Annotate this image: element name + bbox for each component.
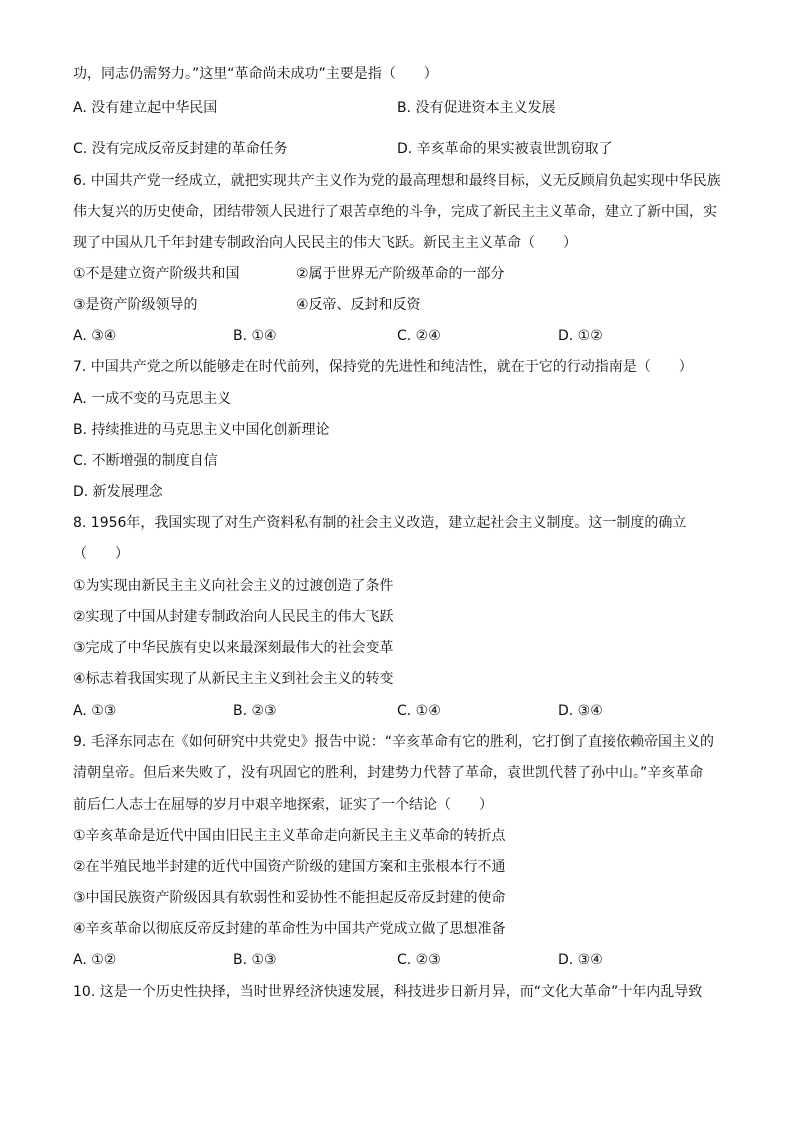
q9-stem-line-2: 清朝皇帝。但后来失败了，没有巩固它的胜利，封建势力代替了革命，袁世凯代替了孙中山。”辛亥革命 xyxy=(73,765,704,781)
q5-option-a: A. 没有建立起中华民国 xyxy=(73,100,218,116)
q5-option-b: B. 没有促进资本主义发展 xyxy=(397,100,556,116)
q8-option-b: B. ②③ xyxy=(233,703,277,719)
q5-stem-continuation: 功，同志仍需努力。”这里“革命尚未成功”主要是指（ ） xyxy=(73,66,438,82)
q7-option-b: B. 持续推进的马克思主义中国化创新理论 xyxy=(73,422,330,438)
q9-stem-line-3: 前后仁人志士在屈辱的岁月中艰辛地探索，证实了一个结论（ ） xyxy=(73,797,493,813)
q9-option-b: B. ①③ xyxy=(233,952,277,968)
q7-option-d: D. 新发展理念 xyxy=(73,484,163,500)
q8-option-d: D. ③④ xyxy=(558,703,603,719)
q6-item-1: ①不是建立资产阶级共和国 xyxy=(73,266,240,282)
q8-stem-line-2: （ ） xyxy=(73,546,129,562)
q6-option-d: D. ①② xyxy=(558,328,603,344)
q9-item-1: ①辛亥革命是近代中国由旧民主主义革命走向新民主主义革命的转折点 xyxy=(73,828,506,844)
q6-option-a: A. ③④ xyxy=(73,328,117,344)
q6-option-b: B. ①④ xyxy=(233,328,277,344)
q9-item-2: ②在半殖民地半封建的近代中国资产阶级的建国方案和主张根本行不通 xyxy=(73,859,506,875)
q9-option-c: C. ②③ xyxy=(397,952,441,968)
q9-stem-line-1: 9. 毛泽东同志在《如何研究中共党史》报告中说：“辛亥革命有它的胜利，它打倒了直接依赖帝国主义的 xyxy=(73,734,715,750)
q9-item-3: ③中国民族资产阶级因具有软弱性和妥协性不能担起反帝反封建的使命 xyxy=(73,890,506,906)
q6-item-2: ②属于世界无产阶级革命的一部分 xyxy=(296,266,505,282)
q9-option-d: D. ③④ xyxy=(558,952,603,968)
q6-stem-line-3: 现了中国从几千年封建专制政治向人民民主的伟大飞跃。新民主主义革命（ ） xyxy=(73,235,577,251)
q8-option-c: C. ①④ xyxy=(397,703,441,719)
q8-option-a: A. ①③ xyxy=(73,703,117,719)
q5-option-d: D. 辛亥革命的果实被袁世凯窃取了 xyxy=(397,141,613,157)
q6-option-c: C. ②④ xyxy=(397,328,441,344)
q8-item-4: ④标志着我国实现了从新民主主义到社会主义的转变 xyxy=(73,671,394,687)
q6-item-4: ④反帝、反封和反资 xyxy=(296,297,421,313)
q8-item-3: ③完成了中华民族有史以来最深刻最伟大的社会变革 xyxy=(73,640,394,656)
q6-stem-line-2: 伟大复兴的历史使命，团结带领人民进行了艰苦卓绝的斗争，完成了新民主主义革命，建立了新中国，实 xyxy=(73,204,717,220)
q8-item-2: ②实现了中国从封建专制政治向人民民主的伟大飞跃 xyxy=(73,609,394,625)
q7-stem: 7. 中国共产党之所以能够走在时代前列，保持党的先进性和纯洁性，就在于它的行动指南是（ ） xyxy=(73,359,693,375)
q6-stem-line-1: 6. 中国共产党一经成立，就把实现共产主义作为党的最高理想和最终目标，义无反顾肩负起实现中华民族 xyxy=(73,173,721,189)
q6-item-3: ③是资产阶级领导的 xyxy=(73,297,198,313)
q9-item-4: ④辛亥革命以彻底反帝反封建的革命性为中国共产党成立做了思想准备 xyxy=(73,921,506,937)
q8-item-1: ①为实现由新民主主义向社会主义的过渡创造了条件 xyxy=(73,578,394,594)
q10-stem: 10. 这是一个历史性抉择，当时世界经济快速发展，科技进步日新月异，而“文化大革命”十年内乱导致 xyxy=(73,984,703,1000)
q9-option-a: A. ①② xyxy=(73,952,117,968)
q7-option-a: A. 一成不变的马克思主义 xyxy=(73,391,232,407)
q7-option-c: C. 不断增强的制度自信 xyxy=(73,453,218,469)
q5-option-c: C. 没有完成反帝反封建的革命任务 xyxy=(73,141,288,157)
q8-stem-line-1: 8. 1956年，我国实现了对生产资料私有制的社会主义改造，建立起社会主义制度。这一制度的确立 xyxy=(73,515,687,531)
